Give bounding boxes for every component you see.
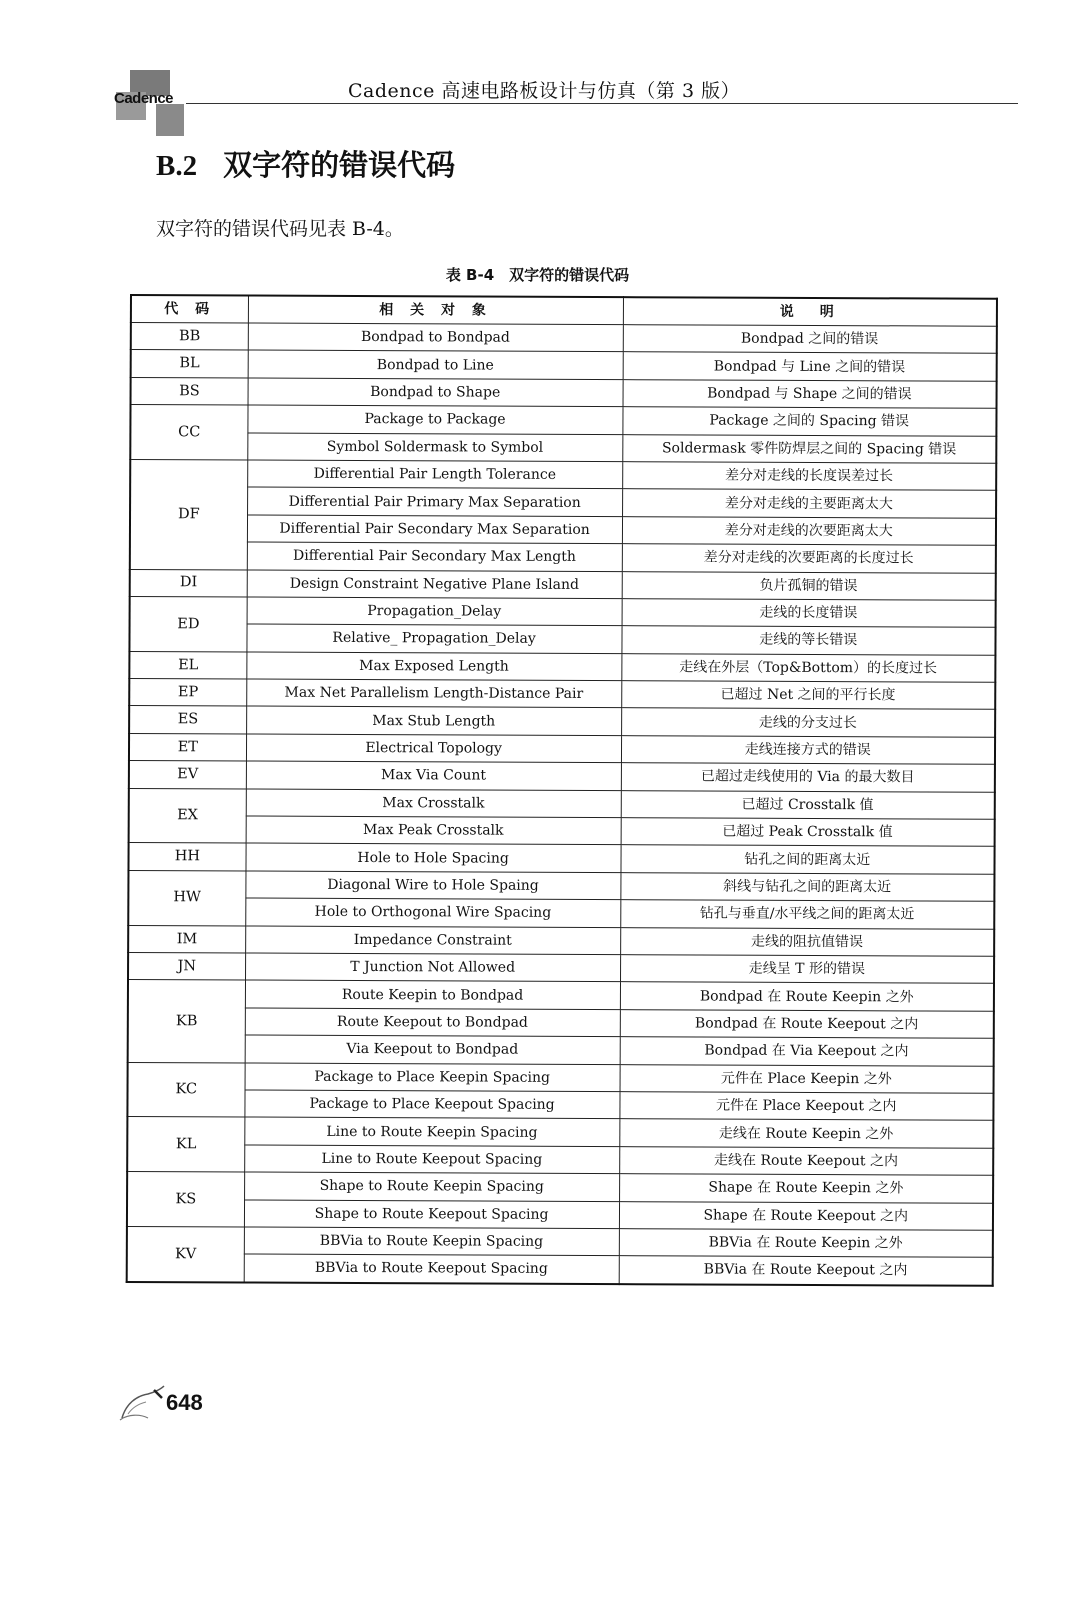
description-cell: 已超过 Peak Crosstalk 值 [621, 818, 995, 847]
related-object-cell: Via Keepout to Bondpad [245, 1035, 620, 1064]
related-object-cell: Route Keepout to Bondpad [245, 1008, 620, 1037]
error-code-cell: KB [128, 980, 246, 1063]
table-row [130, 596, 996, 627]
description-cell: 钻孔之间的距离太近 [621, 845, 995, 874]
description-cell: 走线在 Route Keepin 之外 [619, 1119, 993, 1148]
error-code-cell: ED [129, 596, 246, 651]
header-code: 代 码 [131, 295, 248, 323]
table-body [127, 323, 997, 1286]
related-object-cell: T Junction Not Allowed [245, 953, 620, 982]
error-code-cell: EL [129, 651, 246, 679]
header-object: 相 关 对 象 [248, 296, 623, 325]
related-object-cell: Differential Pair Primary Max Separation [247, 487, 622, 516]
table-row [130, 487, 996, 518]
table-caption: 表 B-4 双字符的错误代码 [445, 266, 630, 284]
related-object-cell: Symbol Soldermask to Symbol [247, 433, 622, 462]
related-object-cell: Differential Pair Secondary Max Separation [247, 515, 622, 544]
description-cell: 已超过 Crosstalk 值 [621, 790, 995, 819]
description-cell: 元件在 Place Keepin 之外 [620, 1064, 994, 1093]
table-row [131, 377, 997, 408]
description-cell: Package 之间的 Spacing 错误 [622, 407, 996, 436]
table-row [128, 870, 994, 901]
table-row [127, 1144, 993, 1175]
table-row [130, 432, 996, 463]
related-object-cell: Electrical Topology [246, 734, 621, 763]
error-code-cell: ET [129, 733, 246, 761]
error-code-cell: BS [131, 377, 248, 405]
description-cell: 走线的长度错误 [622, 599, 996, 628]
table-row [129, 761, 995, 792]
related-object-cell: BBVia to Route Keepin Spacing [244, 1227, 619, 1256]
description-cell: 走线在外层（Top&Bottom）的长度过长 [621, 653, 995, 682]
section-number: B.2 [156, 150, 198, 182]
table-row [127, 1172, 993, 1203]
related-object-cell: Differential Pair Length Tolerance [247, 460, 622, 489]
description-cell: BBVia 在 Route Keepin 之外 [619, 1229, 993, 1258]
error-code-cell: JN [128, 952, 245, 980]
table-row [127, 1089, 993, 1120]
table-header-row [131, 295, 997, 326]
table-row [128, 980, 994, 1011]
table-row [130, 542, 996, 573]
description-cell: Bondpad 与 Shape 之间的错误 [623, 379, 997, 408]
related-object-cell: Shape to Route Keepout Spacing [244, 1200, 619, 1229]
related-object-cell: Bondpad to Bondpad [248, 323, 623, 352]
table-row [130, 569, 996, 600]
description-cell: 已超过走线使用的 Via 的最大数目 [621, 763, 995, 792]
description-cell: Shape 在 Route Keepin 之外 [619, 1174, 993, 1203]
table-row [127, 1199, 993, 1230]
section-title-text: 双字符的错误代码 [223, 148, 456, 182]
description-cell: Bondpad 在 Route Keepout 之内 [620, 1009, 994, 1038]
error-code-cell: HH [128, 843, 245, 871]
description-cell: Bondpad 与 Line 之间的错误 [623, 352, 997, 381]
section-heading [156, 143, 455, 184]
error-code-cell: KC [127, 1062, 244, 1117]
description-cell: 走线在 Route Keepout 之内 [619, 1146, 993, 1175]
description-cell: 走线连接方式的错误 [621, 736, 995, 765]
related-object-cell: Differential Pair Secondary Max Length [247, 542, 622, 571]
related-object-cell: Max Via Count [246, 761, 621, 790]
table-row [129, 651, 995, 682]
table-row [127, 1254, 993, 1286]
description-cell: BBVia 在 Route Keepout 之内 [619, 1256, 993, 1286]
related-object-cell: Impedance Constraint [245, 926, 620, 955]
error-code-cell: KV [127, 1226, 244, 1282]
related-object-cell: Propagation_Delay [247, 597, 622, 626]
table-row [131, 350, 997, 381]
error-code-cell: EX [129, 788, 246, 843]
error-code-cell: DI [130, 569, 247, 597]
related-object-cell: Bondpad to Shape [248, 378, 623, 407]
table-row [128, 952, 994, 983]
logo-text: Cadence [114, 90, 174, 107]
description-cell: 走线的等长错误 [622, 626, 996, 655]
running-header-title: Cadence 高速电路板设计与仿真（第 3 版） [348, 80, 741, 102]
table-row [129, 788, 995, 819]
table-row [131, 323, 997, 354]
description-cell: Bondpad 之间的错误 [623, 325, 997, 354]
table-row [129, 816, 995, 847]
related-object-cell: Diagonal Wire to Hole Spaing [246, 871, 621, 900]
description-cell: 差分对走线的次要距离的长度过长 [622, 544, 996, 573]
related-object-cell: Max Peak Crosstalk [246, 816, 621, 845]
related-object-cell: Line to Route Keepout Spacing [244, 1145, 619, 1174]
description-cell: Bondpad 在 Via Keepout 之内 [620, 1037, 994, 1066]
table-row [130, 405, 996, 436]
table-row [129, 624, 995, 655]
description-cell: 差分对走线的主要距离太大 [622, 489, 996, 518]
table-row [128, 1035, 994, 1066]
error-code-cell: ES [129, 706, 246, 734]
related-object-cell: Route Keepin to Bondpad [245, 980, 620, 1009]
table-row [130, 514, 996, 545]
table-row [129, 706, 995, 737]
related-object-cell: Relative_ Propagation_Delay [247, 624, 622, 653]
related-object-cell: Hole to Orthogonal Wire Spacing [245, 898, 620, 927]
error-code-cell: DF [130, 459, 248, 569]
description-cell: 钻孔与垂直/水平线之间的距离太近 [620, 900, 994, 929]
description-cell: 走线的阻抗值错误 [620, 927, 994, 956]
header-rule [186, 103, 1018, 104]
related-object-cell: Max Stub Length [246, 706, 621, 735]
related-object-cell: Max Exposed Length [246, 652, 621, 681]
description-cell: 斜线与钻孔之间的距离太近 [620, 872, 994, 901]
header-description: 说 明 [623, 297, 997, 326]
description-cell: 已超过 Net 之间的平行长度 [621, 681, 995, 710]
table-row [128, 898, 994, 929]
table-row [127, 1117, 993, 1148]
publisher-logo [116, 70, 186, 136]
description-cell: 负片孤铜的错误 [622, 571, 996, 600]
related-object-cell: BBVia to Route Keepout Spacing [244, 1254, 619, 1284]
related-object-cell: Hole to Hole Spacing [246, 843, 621, 872]
related-object-cell: Max Crosstalk [246, 789, 621, 818]
related-object-cell: Shape to Route Keepin Spacing [244, 1172, 619, 1201]
related-object-cell: Package to Place Keepin Spacing [245, 1063, 620, 1092]
table-row [128, 843, 994, 874]
description-cell: 差分对走线的长度误差过长 [622, 462, 996, 491]
description-cell: Soldermask 零件防焊层之间的 Spacing 错误 [622, 434, 996, 463]
related-object-cell: Bondpad to Line [248, 350, 623, 379]
page-number: 648 [166, 1390, 203, 1415]
table-row [128, 1007, 994, 1038]
related-object-cell: Line to Route Keepin Spacing [244, 1117, 619, 1146]
related-object-cell: Package to Package [248, 405, 623, 434]
description-cell: 差分对走线的次要距离太大 [622, 516, 996, 545]
error-code-cell: BB [131, 323, 248, 351]
intro-paragraph: 双字符的错误代码见表 B-4。 [156, 218, 404, 240]
error-code-cell: EP [129, 679, 246, 707]
description-cell: 走线的分支过长 [621, 708, 995, 737]
error-code-cell: HW [128, 870, 245, 925]
related-object-cell: Design Constraint Negative Plane Island [247, 570, 622, 599]
error-code-cell: EV [129, 761, 246, 789]
related-object-cell: Max Net Parallelism Length-Distance Pair [246, 679, 621, 708]
table-row [128, 925, 994, 956]
error-code-cell: KS [127, 1172, 244, 1227]
table-row [127, 1226, 993, 1257]
error-code-cell: BL [131, 350, 248, 378]
description-cell: Bondpad 在 Route Keepin 之外 [620, 982, 994, 1011]
description-cell: 元件在 Place Keepout 之内 [619, 1092, 993, 1121]
error-code-cell: KL [127, 1117, 244, 1172]
table-row [130, 459, 996, 490]
table-row [128, 1062, 994, 1093]
error-code-cell: CC [130, 405, 247, 460]
table-row [129, 679, 995, 710]
table-row [129, 733, 995, 764]
description-cell: 走线呈 T 形的错误 [620, 955, 994, 984]
page-footer [118, 1378, 218, 1426]
related-object-cell: Package to Place Keepout Spacing [245, 1090, 620, 1119]
error-code-table [126, 294, 998, 1286]
hand-pen-icon [118, 1384, 172, 1422]
error-code-cell: IM [128, 925, 245, 953]
description-cell: Shape 在 Route Keepout 之内 [619, 1201, 993, 1230]
